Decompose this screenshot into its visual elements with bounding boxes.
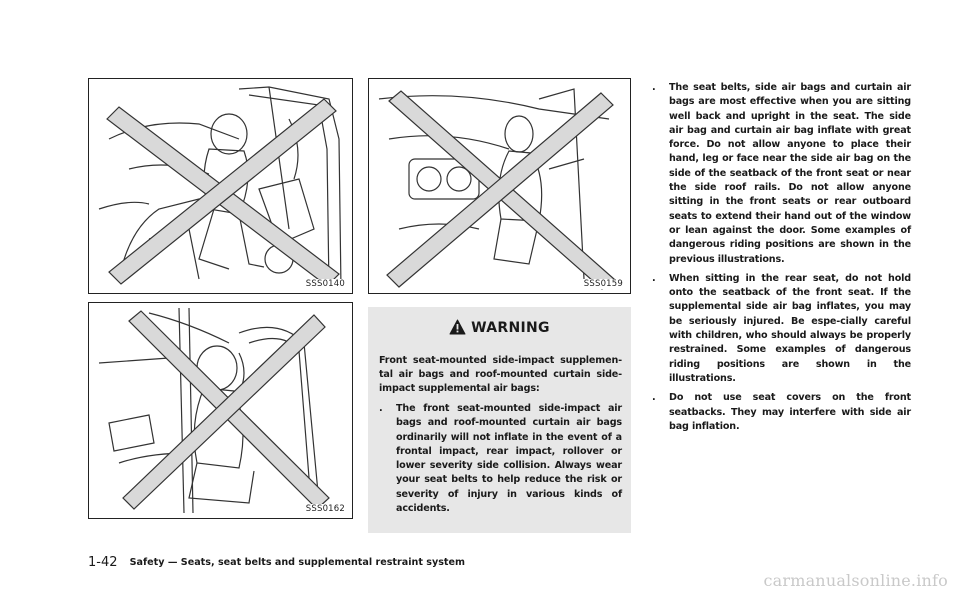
running-title: Safety — Seats, seat belts and supplemental restraint system [129,557,466,568]
child-leaning-on-door-drawing [89,303,353,519]
page-footer [88,550,465,570]
list-item [652,391,911,434]
warning-bullet-list [379,402,622,516]
bullet-text: The front seat-mounted side-impact air bags and roof-mounted curtain air bags ordinarily will not inflate in the event of a frontal impact, rear impact, rollover or lower severity side collision. Always wear your seat belts to help reduce the risk or severity of injury in various kinds of accidents. [396,403,622,515]
illustration-sss0162 [88,302,353,519]
bullet-symbol: . [652,272,656,284]
warning-header [368,319,631,336]
bullet-text: The seat belts, side air bags and curtain air bags are most effective when you are sitting well back and upright in the seat. The side air bag and curtain air bag inflate with great force. Do not allow anyone to place their hand, leg or face near the side air bag on the side of the seatback of the front seat or near the side roof rails. Do not allow anyone sitting in the front seats or rear outboard seats to extend their hand out of the window or lean against the door. Some examples of dangerous riding positions are shown in the previous illustrations. [669,82,911,265]
bullet-symbol: . [379,403,383,414]
bullet-symbol: . [652,82,656,93]
figure-code: SSS0140 [305,279,345,289]
figure-code: SSS0159 [583,279,623,289]
warning-title: WARNING [471,320,550,336]
illustration-sss0159 [368,78,631,294]
warning-box [368,307,631,533]
warning-intro: Front seat-mounted side-impact supplemen-tal air bags and roof-mounted curtain side-impact supplemental air bags: [379,355,622,395]
watermark: carmanualsonline.info [763,571,948,590]
warning-triangle-icon [449,319,466,335]
figure-code: SSS0162 [305,504,345,514]
bullet-symbol: . [652,392,656,404]
list-item [652,81,911,267]
bullet-text: Do not use seat covers on the front seatbacks. They may interfere with side air bag inflation. [669,392,911,432]
page-number: 1-42 [88,555,118,570]
list-item [652,272,911,386]
bullet-text: When sitting in the rear seat, do not hold onto the seatback of the front seat. If the supplemental side air bag inflates, you may be seriously injured. Be espe-cially careful with children, who should always be properly restrained. Some examples of dangerous riding positions are shown in the illustrations. [669,272,911,384]
list-item [379,402,622,516]
illustration-sss0140 [88,78,353,294]
child-front-seat-drawing [369,79,631,294]
right-column-bullets [652,81,911,439]
child-near-side-airbag-drawing [89,79,353,294]
